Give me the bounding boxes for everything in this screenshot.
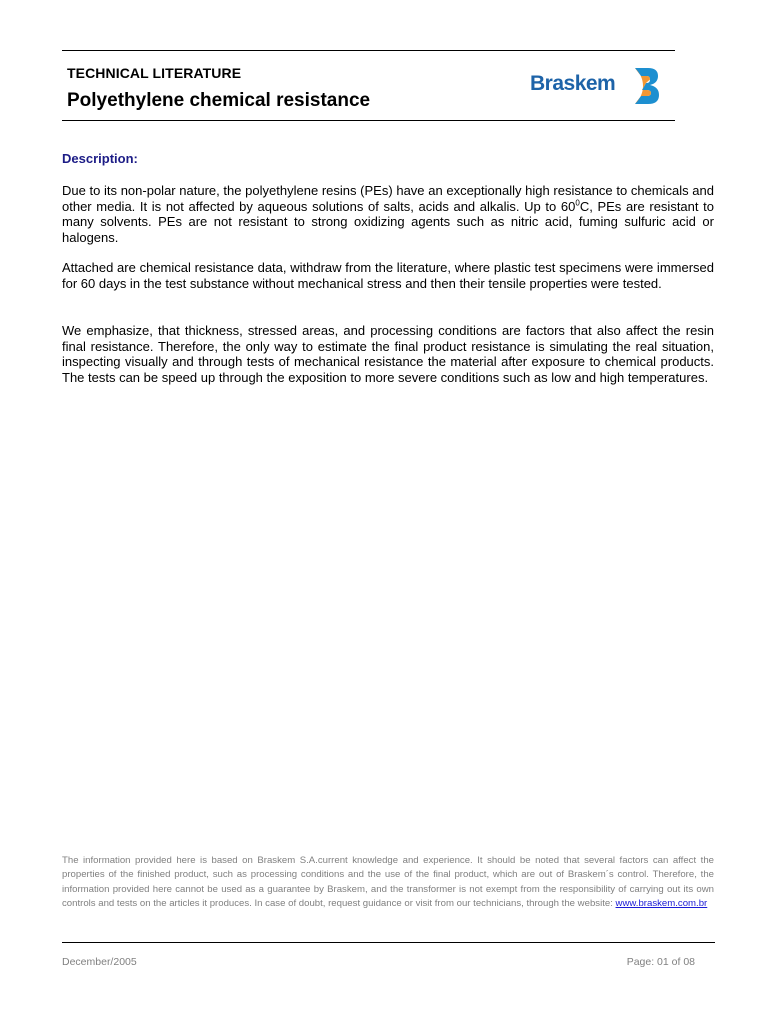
footer-date: December/2005 — [62, 956, 137, 968]
header-top-rule — [62, 50, 675, 51]
footer-rule — [62, 942, 715, 943]
page-title: Polyethylene chemical resistance — [67, 90, 371, 111]
disclaimer-text — [62, 854, 714, 912]
logo-wordmark: Braskem — [530, 72, 616, 95]
body-paragraph-2: Attached are chemical resistance data, withdraw from the literature, where plastic test specimens were immersed for 60 days in the test substance without mechanical stress and then their tensile properties were tested. — [62, 260, 714, 291]
body-paragraph-1 — [62, 183, 714, 245]
body-paragraph-3: We emphasize, that thickness, stressed areas, and processing conditions are factors that also affect the resin final resistance. Therefore, the only way to estimate the final product resistance is simulating the real situation, inspecting visually and through tests of mechanical resistance the material after exposure to chemical products. The tests can be speed up through the exposition to more severe conditions such as low and high temperatures. — [62, 323, 714, 385]
page-number: Page: 01 of 08 — [626, 956, 695, 968]
paragraph-text: C, PEs are resistant to many solvents. PEs are not resistant to strong oxidizing agents such as nitric acid, fuming sulfuric acid or halogens. — [62, 198, 714, 245]
header-bottom-rule — [62, 120, 675, 121]
paragraph-text: Due to its non-polar nature, the polyethylene resins (PEs) have an exceptionally high resistance to chemicals and other media. It is not affected by aqueous solutions of salts, acids and alkalis. Up to 60 — [62, 183, 714, 214]
section-heading: Description: — [62, 151, 138, 166]
website-link[interactable]: www.braskem.com.br — [615, 898, 708, 910]
superscript-degree: 0 — [575, 198, 580, 208]
braskem-logo — [528, 66, 660, 106]
document-kicker: TECHNICAL LITERATURE — [67, 65, 242, 81]
braskem-logo-mark-icon — [632, 66, 660, 106]
disclaimer-body: The information provided here is based on Braskem S.A.current knowledge and experience. It should be noted that several factors can affect the properties of the finished product, such as processing conditions and the use of the final product, which are out of Braskem´s control. Therefore, the information provided here cannot be used as a guarantee by Braskem, and the transformer is not exempt from the responsibility of carrying out its own controls and tests on the articles it produces. In case of doubt, request guidance or visit from our technicians, through the website: — [62, 855, 714, 910]
